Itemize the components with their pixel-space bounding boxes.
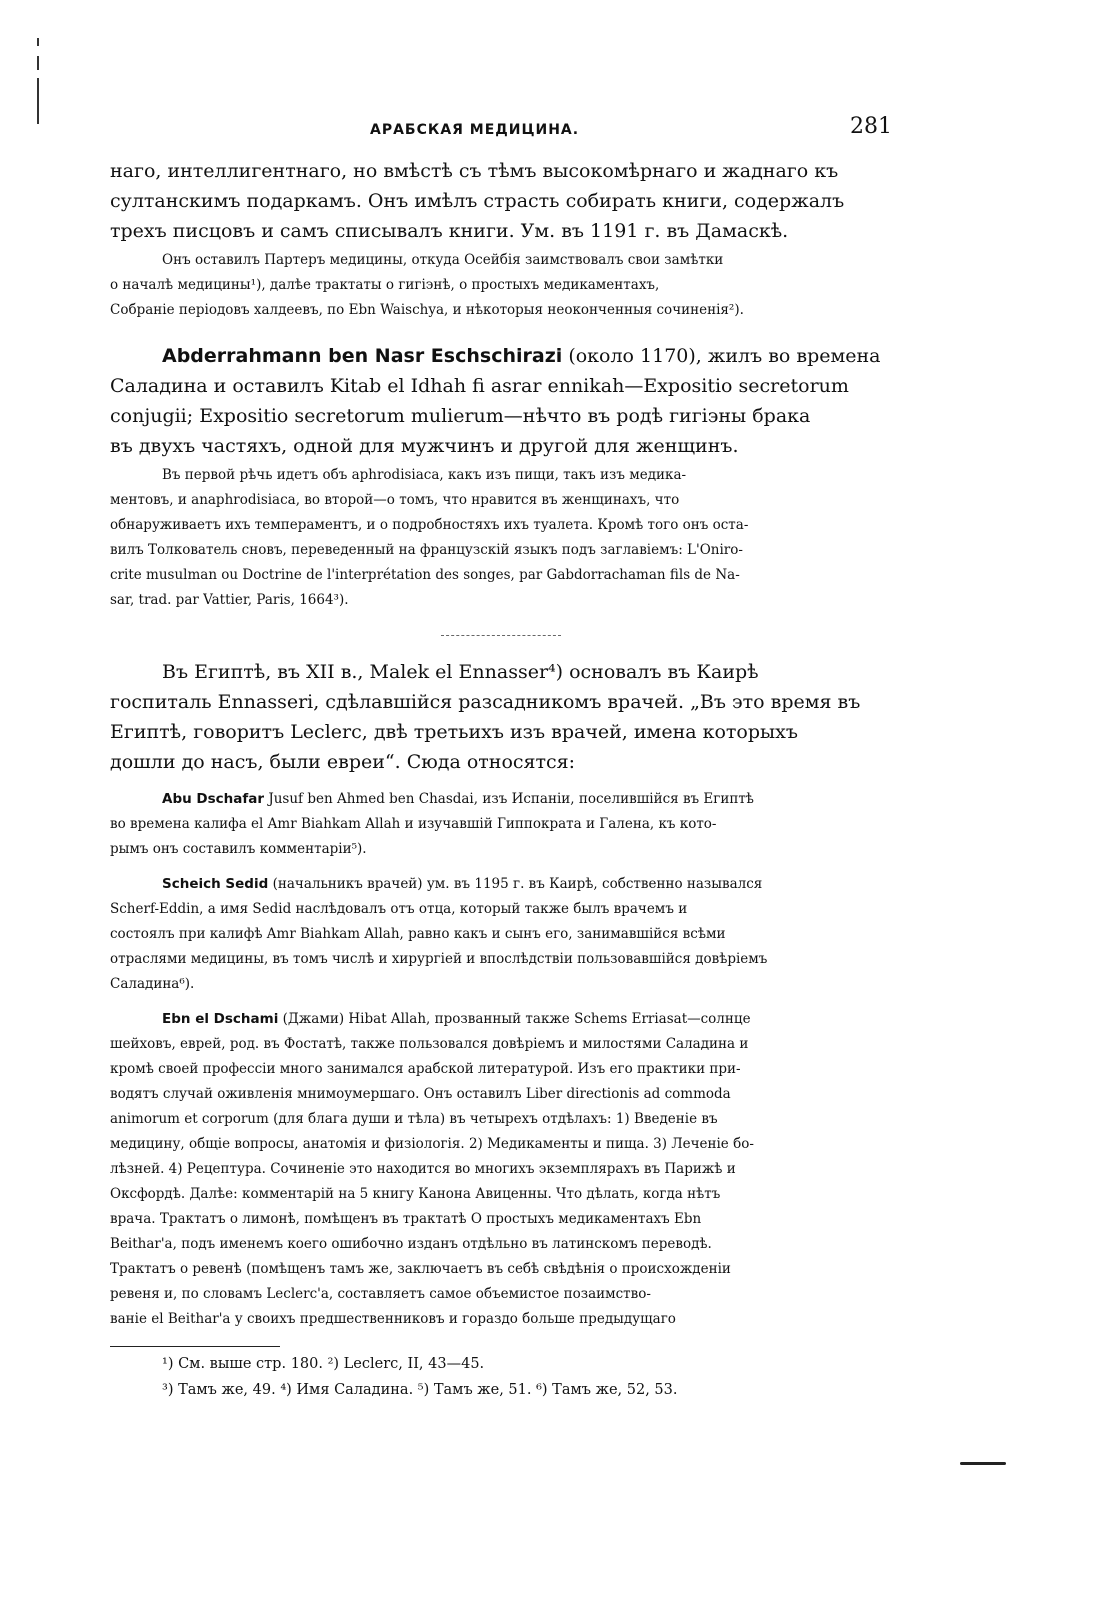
note-line: ментовъ, и anaphrodisiaca, во второй—о томъ, что нравится въ женщинахъ, что	[110, 492, 680, 508]
intro-note	[110, 248, 892, 323]
footnotes	[110, 1351, 892, 1403]
text-line: трехъ писцовъ и самъ списывалъ книги. Ум. въ 1191 г. въ Дамаскѣ.	[110, 220, 789, 242]
footnote-line: ¹) См. выше стр. 180. ²) Leclerc, II, 43—45.	[162, 1356, 485, 1372]
text-line: султанскимъ подаркамъ. Онъ имѣлъ страсть собирать книги, содержалъ	[110, 190, 845, 212]
section-divider	[110, 625, 892, 639]
text-line: Египтѣ, говоритъ Leclerc, двѣ третьихъ изъ врачей, имена которыхъ	[110, 721, 798, 743]
note-line: Въ первой рѣчь идетъ объ aphrodisiaca, какъ изъ пищи, такъ изъ медика-	[162, 467, 687, 483]
note-line: водятъ случай оживленія мнимоумершаго. Онъ оставилъ Liber directionis ad commoda	[110, 1086, 731, 1102]
margin-marks	[32, 38, 46, 128]
note-line: Оксфордѣ. Далѣе: комментарій на 5 книгу Канона Авиценны. Что дѣлать, когда нѣтъ	[110, 1186, 721, 1202]
note-line: состоялъ при калифѣ Amr Biahkam Allah, равно какъ и сынъ его, занимавшійся всѣми	[110, 926, 726, 942]
text-line: въ двухъ частяхъ, одной для мужчинъ и другой для женщинъ.	[110, 435, 739, 457]
note-line: кромѣ своей профессіи много занимался арабской литературой. Изъ его практики при-	[110, 1061, 741, 1077]
abderrahmann-note	[110, 463, 892, 613]
note-line: о началѣ медицины¹), далѣе трактаты о гигіэнѣ, о простыхъ медикаментахъ,	[110, 277, 660, 293]
note-line: Abu Dschafar Jusuf ben Ahmed ben Chasdai, изъ Испаніи, поселившійся въ Египтѣ	[162, 791, 754, 807]
text-line: наго, интеллигентнаго, но вмѣстѣ съ тѣмъ высокомѣрнаго и жаднаго къ	[110, 160, 839, 182]
footnote-line: ³) Тамъ же, 49. ⁴) Имя Саладина. ⁵) Тамъ же, 51. ⁶) Тамъ же, 52, 53.	[162, 1382, 678, 1398]
text-line: госпиталь Ennasseri, сдѣлавшійся разсадникомъ врачей. „Въ это время въ	[110, 691, 861, 713]
scan-mark	[960, 1462, 1006, 1465]
note-line: Собраніе періодовъ халдеевъ, по Ebn Waischya, и нѣкоторыя неоконченныя сочиненія²).	[110, 302, 744, 318]
abderrahmann-paragraph	[110, 341, 892, 461]
note-line: Scheich Sedid (начальникъ врачей) ум. въ 1195 г. въ Каирѣ, собственно назывался	[162, 876, 763, 892]
text-line: Въ Египтѣ, въ XII в., Malek el Ennasser⁴) основалъ въ Каирѣ	[162, 661, 759, 683]
person-name: Ebn el Dschami	[162, 1011, 279, 1027]
note-line: ваніе el Beithar'a у своихъ предшественниковъ и гораздо больше предыдущаго	[110, 1311, 676, 1327]
text-line: conjugii; Expositio secretorum mulierum—нѣчто въ родѣ гигіэны брака	[110, 405, 811, 427]
page-number: 281	[850, 114, 892, 139]
note-line: врача. Трактатъ о лимонѣ, помѣщенъ въ трактатѣ О простыхъ медикаментахъ Ebn	[110, 1211, 702, 1227]
running-title: АРАБСКАЯ МЕДИЦИНА.	[370, 122, 580, 138]
text-line: Abderrahmann ben Nasr Eschschirazi (около 1170), жилъ во времена	[162, 345, 881, 367]
note-line: рымъ онъ составилъ комментаріи⁵).	[110, 841, 367, 857]
person-name: Scheich Sedid	[162, 876, 269, 892]
note-line: crite musulman ou Doctrine de l'interprétation des songes, par Gabdorrachaman fils de Na-	[110, 567, 740, 583]
text-line: Саладина и оставилъ Kitab el Idhah fi asrar ennikah—Expositio secretorum	[110, 375, 849, 397]
note-line: Трактатъ о ревенѣ (помѣщенъ тамъ же, заключаетъ въ себѣ свѣдѣнія о происхожденіи	[110, 1261, 731, 1277]
note-line: Ebn el Dschami (Джами) Hibat Allah, прозванный также Schems Erriasat—солнце	[162, 1011, 751, 1027]
entry-abu-dschafar	[110, 787, 892, 862]
note-line: animorum et corporum (для блага души и тѣла) въ четырехъ отдѣлахъ: 1) Введеніе въ	[110, 1111, 718, 1127]
note-line: обнаруживаетъ ихъ темпераментъ, и о подробностяхъ ихъ туалета. Кромѣ того онъ оста-	[110, 517, 749, 533]
note-line: Beithar'a, подъ именемъ коего ошибочно изданъ отдѣльно въ латинскомъ переводѣ.	[110, 1236, 712, 1252]
note-line: во времена калифа el Amr Biahkam Allah и изучавшій Гиппократа и Галена, къ кото-	[110, 816, 717, 832]
person-name: Abu Dschafar	[162, 791, 265, 807]
note-line: шейховъ, еврей, род. въ Фостатѣ, также пользовался довѣріемъ и милостями Саладина и	[110, 1036, 749, 1052]
note-line: Саладина⁶).	[110, 976, 195, 992]
note-line: Онъ оставилъ Партеръ медицины, откуда Осейбія заимствовалъ свои замѣтки	[162, 252, 724, 268]
intro-paragraph	[110, 156, 892, 246]
page-header	[110, 112, 892, 156]
egypt-paragraph	[110, 657, 892, 777]
note-line: sar, trad. par Vattier, Paris, 1664³).	[110, 592, 349, 608]
note-line: медицину, общіе вопросы, анатомія и физіологія. 2) Медикаменты и пища. 3) Леченіе бо-	[110, 1136, 754, 1152]
text-line: дошли до насъ, были евреи“. Сюда относятся:	[110, 751, 576, 773]
note-line: лѣзней. 4) Рецептура. Сочиненіе это находится во многихъ экземплярахъ въ Парижѣ и	[110, 1161, 736, 1177]
page	[110, 112, 892, 1403]
entry-ebn-el-dschami	[110, 1007, 892, 1332]
entry-scheich-sedid	[110, 872, 892, 997]
footnote-rule	[110, 1346, 280, 1347]
note-line: Scherf-Eddin, а имя Sedid наслѣдовалъ отъ отца, который также былъ врачемъ и	[110, 901, 688, 917]
person-name: Abderrahmann ben Nasr Eschschirazi	[162, 345, 563, 367]
note-line: отраслями медицины, въ томъ числѣ и хирургіей и впослѣдствіи пользовавшійся довѣріемъ	[110, 951, 768, 967]
note-line: ревеня и, по словамъ Leclerc'a, составляетъ самое объемистое позаимство-	[110, 1286, 651, 1302]
note-line: вилъ Толкователь сновъ, переведенный на французскій языкъ подъ заглавіемъ: L'Oniro-	[110, 542, 743, 558]
